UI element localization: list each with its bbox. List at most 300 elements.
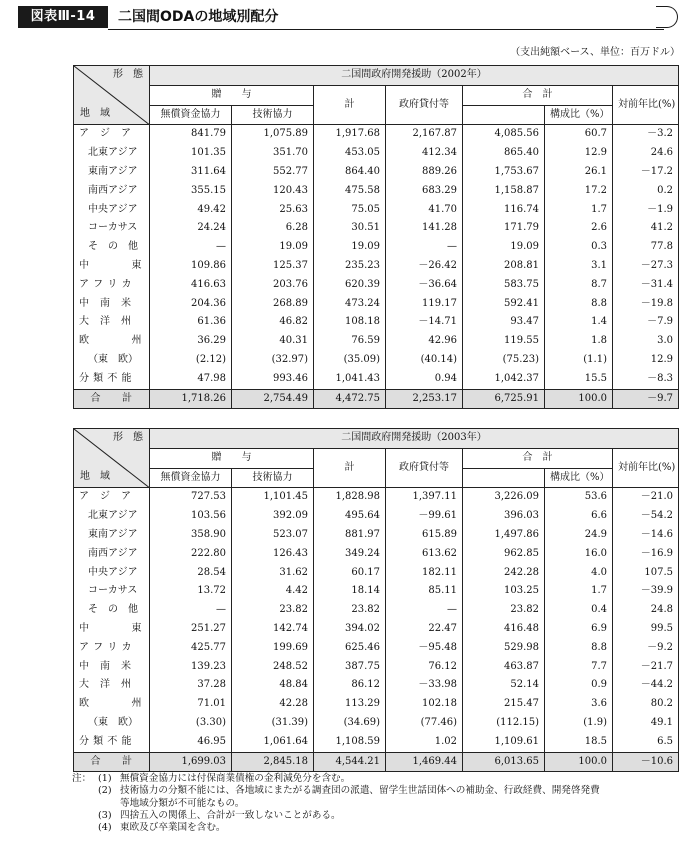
cell-total: 1,042.37 [463,370,545,389]
cell-subtotal: 1,108.59 [314,733,386,752]
cell-share: 8.8 [545,639,613,658]
cell-share: 16.0 [545,545,613,564]
cell-share: 1.4 [545,313,613,332]
cell-share: 1.7 [545,201,613,220]
cell-tech: 40.31 [232,332,314,351]
cell-subtotal: 4,472.75 [314,389,386,409]
cell-tech: 120.43 [232,182,314,201]
cell-yoy: 107.5 [613,564,679,583]
cell-total: 119.55 [463,332,545,351]
cell-loans: 615.89 [386,526,463,545]
cell-subtotal: 864.40 [314,163,386,182]
cell-yoy: －8.3 [613,370,679,389]
cell-yoy: －31.4 [613,276,679,295]
cell-total: 103.25 [463,582,545,601]
grant-header: 贈 与 [150,85,314,105]
cell-share: 60.7 [545,125,613,144]
cell-yoy: 80.2 [613,695,679,714]
cell-yoy: －21.0 [613,488,679,507]
cell-share: 15.5 [545,370,613,389]
table-row [74,639,679,658]
cell-subtotal: 23.82 [314,601,386,620]
note-text: 等地域分類が不可能なもの。 [120,797,245,809]
cell-loans: 42.96 [386,332,463,351]
cell-total: (112.15) [463,714,545,733]
cell-tech: 1,075.89 [232,125,314,144]
cell-loans: －99.61 [386,507,463,526]
region-label: そ の 他 [74,238,150,257]
cell-yoy: －7.9 [613,313,679,332]
cell-total: 865.40 [463,144,545,163]
table-row [74,351,679,370]
cell-yoy: 77.8 [613,238,679,257]
table-row [74,695,679,714]
cell-share: 100.0 [545,389,613,409]
cell-loans: 182.11 [386,564,463,583]
cell-loans: — [386,238,463,257]
note-text: 東欧及び卒業国を含む。 [120,822,226,834]
cell-grant-aid: 311.64 [150,163,232,182]
cell-grant-aid: 47.98 [150,370,232,389]
table-row [74,219,679,238]
cell-total: 116.74 [463,201,545,220]
cell-subtotal: 60.17 [314,564,386,583]
cell-grant-aid: 36.29 [150,332,232,351]
cell-tech: 31.62 [232,564,314,583]
cell-tech: 48.84 [232,676,314,695]
cell-total: 1,158.87 [463,182,545,201]
cell-subtotal: 881.97 [314,526,386,545]
cell-total: 4,085.56 [463,125,545,144]
cell-tech: 25.63 [232,201,314,220]
cell-grant-aid: (2.12) [150,351,232,370]
table-row [74,257,679,276]
loans-header: 政府貸付等 [386,85,463,125]
cell-total: 1,109.61 [463,733,545,752]
cell-grant-aid: 46.95 [150,733,232,752]
cell-tech: 19.09 [232,238,314,257]
cell-grant-aid: 727.53 [150,488,232,507]
cell-total: 208.81 [463,257,545,276]
cell-share: (1.9) [545,714,613,733]
total-header: 合 計 [463,448,613,468]
cell-tech: 351.70 [232,144,314,163]
cell-yoy: －3.2 [613,125,679,144]
cell-loans: 0.94 [386,370,463,389]
cell-grant-aid: 103.56 [150,507,232,526]
table-row [74,313,679,332]
title-end-cap [656,6,678,28]
region-label: 中 東 [74,257,150,276]
table-row [74,125,679,144]
cell-grant-aid: 425.77 [150,639,232,658]
cell-tech: 203.76 [232,276,314,295]
region-label: 合 計 [74,389,150,409]
cell-tech: 268.89 [232,295,314,314]
cell-share: (1.1) [545,351,613,370]
cell-yoy: －39.9 [613,582,679,601]
region-label: 中 南 米 [74,295,150,314]
cell-tech: 2,845.18 [232,752,314,772]
region-label: 中 東 [74,620,150,639]
region-label: 北東アジア [74,507,150,526]
cell-grant-aid: 28.54 [150,564,232,583]
cell-tech: 6.28 [232,219,314,238]
table-row [74,620,679,639]
cell-total: 171.79 [463,219,545,238]
cell-loans: — [386,601,463,620]
table-row [74,564,679,583]
region-label: 大 洋 州 [74,313,150,332]
cell-subtotal: 113.29 [314,695,386,714]
cell-subtotal: 30.51 [314,219,386,238]
note-item [98,798,682,810]
table-row [74,163,679,182]
cell-share: 12.9 [545,144,613,163]
cell-loans: －33.98 [386,676,463,695]
cell-subtotal: 394.02 [314,620,386,639]
table-row [74,488,679,507]
cell-yoy: －16.9 [613,545,679,564]
cell-tech: 23.82 [232,601,314,620]
cell-tech: 552.77 [232,163,314,182]
grant-header: 贈 与 [150,448,314,468]
note-number: (2) [98,785,112,797]
note-item [98,785,682,797]
cell-subtotal: 76.59 [314,332,386,351]
cell-subtotal: 1,041.43 [314,370,386,389]
cell-loans: (77.46) [386,714,463,733]
region-label: 分 類 不 能 [74,370,150,389]
cell-loans: 889.26 [386,163,463,182]
note-number: (4) [98,822,112,834]
cell-total: 962.85 [463,545,545,564]
cell-subtotal: 75.05 [314,201,386,220]
cell-subtotal: (35.09) [314,351,386,370]
cell-share: 4.0 [545,564,613,583]
cell-tech: 142.74 [232,620,314,639]
cell-share: 3.1 [545,257,613,276]
cell-total: 52.14 [463,676,545,695]
cell-share: 26.1 [545,163,613,182]
table-caption: 二国間政府開発援助（2003年） [150,429,679,449]
cell-grant-aid: — [150,601,232,620]
cell-loans: 412.34 [386,144,463,163]
sum-row [74,389,679,409]
cell-subtotal: 620.39 [314,276,386,295]
cell-loans: 2,253.17 [386,389,463,409]
cell-share: 8.8 [545,295,613,314]
cell-yoy: 3.0 [613,332,679,351]
yoy-header: 対前年比(%) [613,448,679,488]
cell-total: 592.41 [463,295,545,314]
cell-tech: 2,754.49 [232,389,314,409]
region-label: 南西アジア [74,545,150,564]
cell-yoy: 12.9 [613,351,679,370]
tech-coop-header: 技術協力 [232,468,314,488]
region-label: （東 欧） [74,714,150,733]
region-label: 欧 州 [74,695,150,714]
cell-subtotal: 453.05 [314,144,386,163]
oda-table-2002 [73,65,679,409]
corner-header [74,66,150,125]
cell-tech: 125.37 [232,257,314,276]
total-header: 合 計 [463,85,613,105]
cell-loans: －14.71 [386,313,463,332]
cell-total: 23.82 [463,601,545,620]
unit-note: （支出純額ベース、単位：百万ドル） [510,47,680,58]
note-item [98,810,682,822]
cell-share: 0.3 [545,238,613,257]
cell-grant-aid: 355.15 [150,182,232,201]
cell-subtotal: 495.64 [314,507,386,526]
tech-coop-header: 技術協力 [232,105,314,125]
cell-loans: 85.11 [386,582,463,601]
region-label: 中 南 米 [74,658,150,677]
cell-grant-aid: 24.24 [150,219,232,238]
cell-loans: 41.70 [386,201,463,220]
note-text: 技術協力の分類不能には、各地域にまたがる調査団の派遣、留学生世話団体への補助金、行政経費、開発啓発費 [120,785,600,797]
cell-subtotal: 18.14 [314,582,386,601]
loans-header: 政府貸付等 [386,448,463,488]
cell-yoy: 0.2 [613,182,679,201]
cell-total: (75.23) [463,351,545,370]
cell-grant-aid: 37.28 [150,676,232,695]
title-bar [18,6,678,30]
table-caption: 二国間政府開発援助（2002年） [150,66,679,86]
cell-total: 215.47 [463,695,545,714]
region-label: ア フ リ カ [74,639,150,658]
corner-bottom-label: 地 域 [80,471,110,483]
cell-tech: 392.09 [232,507,314,526]
region-label: 合 計 [74,752,150,772]
yoy-header: 対前年比(%) [613,85,679,125]
cell-yoy: 6.5 [613,733,679,752]
cell-grant-aid: 71.01 [150,695,232,714]
cell-grant-aid: 49.42 [150,201,232,220]
cell-loans: －36.64 [386,276,463,295]
cell-tech: 126.43 [232,545,314,564]
cell-share: 0.4 [545,601,613,620]
cell-subtotal: (34.69) [314,714,386,733]
cell-total: 396.03 [463,507,545,526]
region-label: 大 洋 州 [74,676,150,695]
table-row [74,238,679,257]
cell-subtotal: 86.12 [314,676,386,695]
region-label: ア ジ ア [74,488,150,507]
sum-row [74,752,679,772]
cell-total: 6,013.65 [463,752,545,772]
cell-subtotal: 235.23 [314,257,386,276]
cell-yoy: 49.1 [613,714,679,733]
cell-total: 242.28 [463,564,545,583]
cell-tech: (31.39) [232,714,314,733]
cell-subtotal: 475.58 [314,182,386,201]
cell-yoy: －21.7 [613,658,679,677]
cell-share: 18.5 [545,733,613,752]
cell-total: 583.75 [463,276,545,295]
table-row [74,201,679,220]
cell-yoy: －54.2 [613,507,679,526]
note-item [98,822,682,834]
cell-yoy: －9.2 [613,639,679,658]
cell-grant-aid: 101.35 [150,144,232,163]
title-underline [108,29,664,30]
cell-yoy: －27.3 [613,257,679,276]
cell-tech: (32.97) [232,351,314,370]
table-row [74,276,679,295]
cell-total: 416.48 [463,620,545,639]
cell-tech: 993.46 [232,370,314,389]
table-row [74,370,679,389]
table-row [74,658,679,677]
subtotal-header: 計 [314,448,386,488]
region-label: 欧 州 [74,332,150,351]
cell-loans: －95.48 [386,639,463,658]
cell-grant-aid: 416.63 [150,276,232,295]
cell-tech: 46.82 [232,313,314,332]
note-number [98,798,120,810]
cell-grant-aid: 1,718.26 [150,389,232,409]
corner-header [74,429,150,488]
cell-grant-aid: — [150,238,232,257]
cell-subtotal: 473.24 [314,295,386,314]
cell-share: 24.9 [545,526,613,545]
cell-total: 6,725.91 [463,389,545,409]
cell-total: 1,753.67 [463,163,545,182]
cell-subtotal: 625.46 [314,639,386,658]
cell-grant-aid: (3.30) [150,714,232,733]
cell-total: 1,497.86 [463,526,545,545]
cell-loans: 102.18 [386,695,463,714]
cell-loans: (40.14) [386,351,463,370]
cell-grant-aid: 13.72 [150,582,232,601]
notes-label: 注： [72,773,92,784]
cell-yoy: －14.6 [613,526,679,545]
cell-loans: 22.47 [386,620,463,639]
cell-tech: 1,101.45 [232,488,314,507]
cell-subtotal: 349.24 [314,545,386,564]
cell-total: 3,226.09 [463,488,545,507]
cell-share: 100.0 [545,752,613,772]
cell-share: 53.6 [545,488,613,507]
cell-total: 19.09 [463,238,545,257]
region-label: 分 類 不 能 [74,733,150,752]
cell-loans: 1,469.44 [386,752,463,772]
grant-aid-header: 無償資金協力 [150,468,232,488]
cell-share: 2.6 [545,219,613,238]
corner-bottom-label: 地 域 [80,108,110,120]
table-row [74,144,679,163]
cell-yoy: －9.7 [613,389,679,409]
cell-loans: 76.12 [386,658,463,677]
region-label: 中央アジア [74,564,150,583]
cell-yoy: 99.5 [613,620,679,639]
cell-yoy: －10.6 [613,752,679,772]
note-text: 無償資金協力には付保商業債権の金利減免分を含む。 [120,773,351,784]
cell-tech: 1,061.64 [232,733,314,752]
cell-loans: －26.42 [386,257,463,276]
region-label: 中央アジア [74,201,150,220]
cell-grant-aid: 61.36 [150,313,232,332]
cell-grant-aid: 841.79 [150,125,232,144]
cell-grant-aid: 204.36 [150,295,232,314]
page-title: 二国間ODAの地域別配分 [118,9,279,25]
cell-share: 7.7 [545,658,613,677]
cell-tech: 199.69 [232,639,314,658]
note-item [98,773,682,785]
cell-yoy: －19.8 [613,295,679,314]
region-label: （東 欧） [74,351,150,370]
cell-yoy: －1.9 [613,201,679,220]
cell-grant-aid: 358.90 [150,526,232,545]
corner-top-label: 形 態 [113,432,143,443]
cell-share: 0.9 [545,676,613,695]
cell-share: 17.2 [545,182,613,201]
cell-share: 6.9 [545,620,613,639]
table-row [74,526,679,545]
cell-loans: 1,397.11 [386,488,463,507]
table-row [74,733,679,752]
cell-tech: 4.42 [232,582,314,601]
cell-loans: 141.28 [386,219,463,238]
share-header: 構成比（%） [545,105,613,125]
table-row [74,507,679,526]
cell-total: 463.87 [463,658,545,677]
table-row [74,332,679,351]
region-label: コーカサス [74,219,150,238]
cell-yoy: －44.2 [613,676,679,695]
region-label: 東南アジア [74,163,150,182]
cell-grant-aid: 109.86 [150,257,232,276]
cell-grant-aid: 222.80 [150,545,232,564]
cell-share: 6.6 [545,507,613,526]
table-row [74,676,679,695]
subtotal-header: 計 [314,85,386,125]
table-row [74,582,679,601]
region-label: コーカサス [74,582,150,601]
figure-label: 図表Ⅲ-14 [18,6,108,28]
table-row [74,601,679,620]
cell-tech: 523.07 [232,526,314,545]
note-number: (3) [98,809,112,821]
note-number: (1) [98,773,112,784]
cell-tech: 42.28 [232,695,314,714]
region-label: ア ジ ア [74,125,150,144]
notes [72,773,682,834]
grant-aid-header: 無償資金協力 [150,105,232,125]
cell-share: 1.7 [545,582,613,601]
cell-loans: 119.17 [386,295,463,314]
cell-loans: 683.29 [386,182,463,201]
region-label: そ の 他 [74,601,150,620]
oda-table-2003 [73,428,679,772]
cell-loans: 1.02 [386,733,463,752]
cell-grant-aid: 1,699.03 [150,752,232,772]
cell-subtotal: 387.75 [314,658,386,677]
cell-tech: 248.52 [232,658,314,677]
table-row [74,714,679,733]
corner-top-label: 形 態 [113,69,143,80]
region-label: 南西アジア [74,182,150,201]
cell-yoy: 41.2 [613,219,679,238]
cell-loans: 613.62 [386,545,463,564]
note-text: 四捨五入の関係上、合計が一致しないことがある。 [120,809,341,821]
cell-total: 93.47 [463,313,545,332]
cell-grant-aid: 139.23 [150,658,232,677]
region-label: 東南アジア [74,526,150,545]
cell-yoy: 24.6 [613,144,679,163]
